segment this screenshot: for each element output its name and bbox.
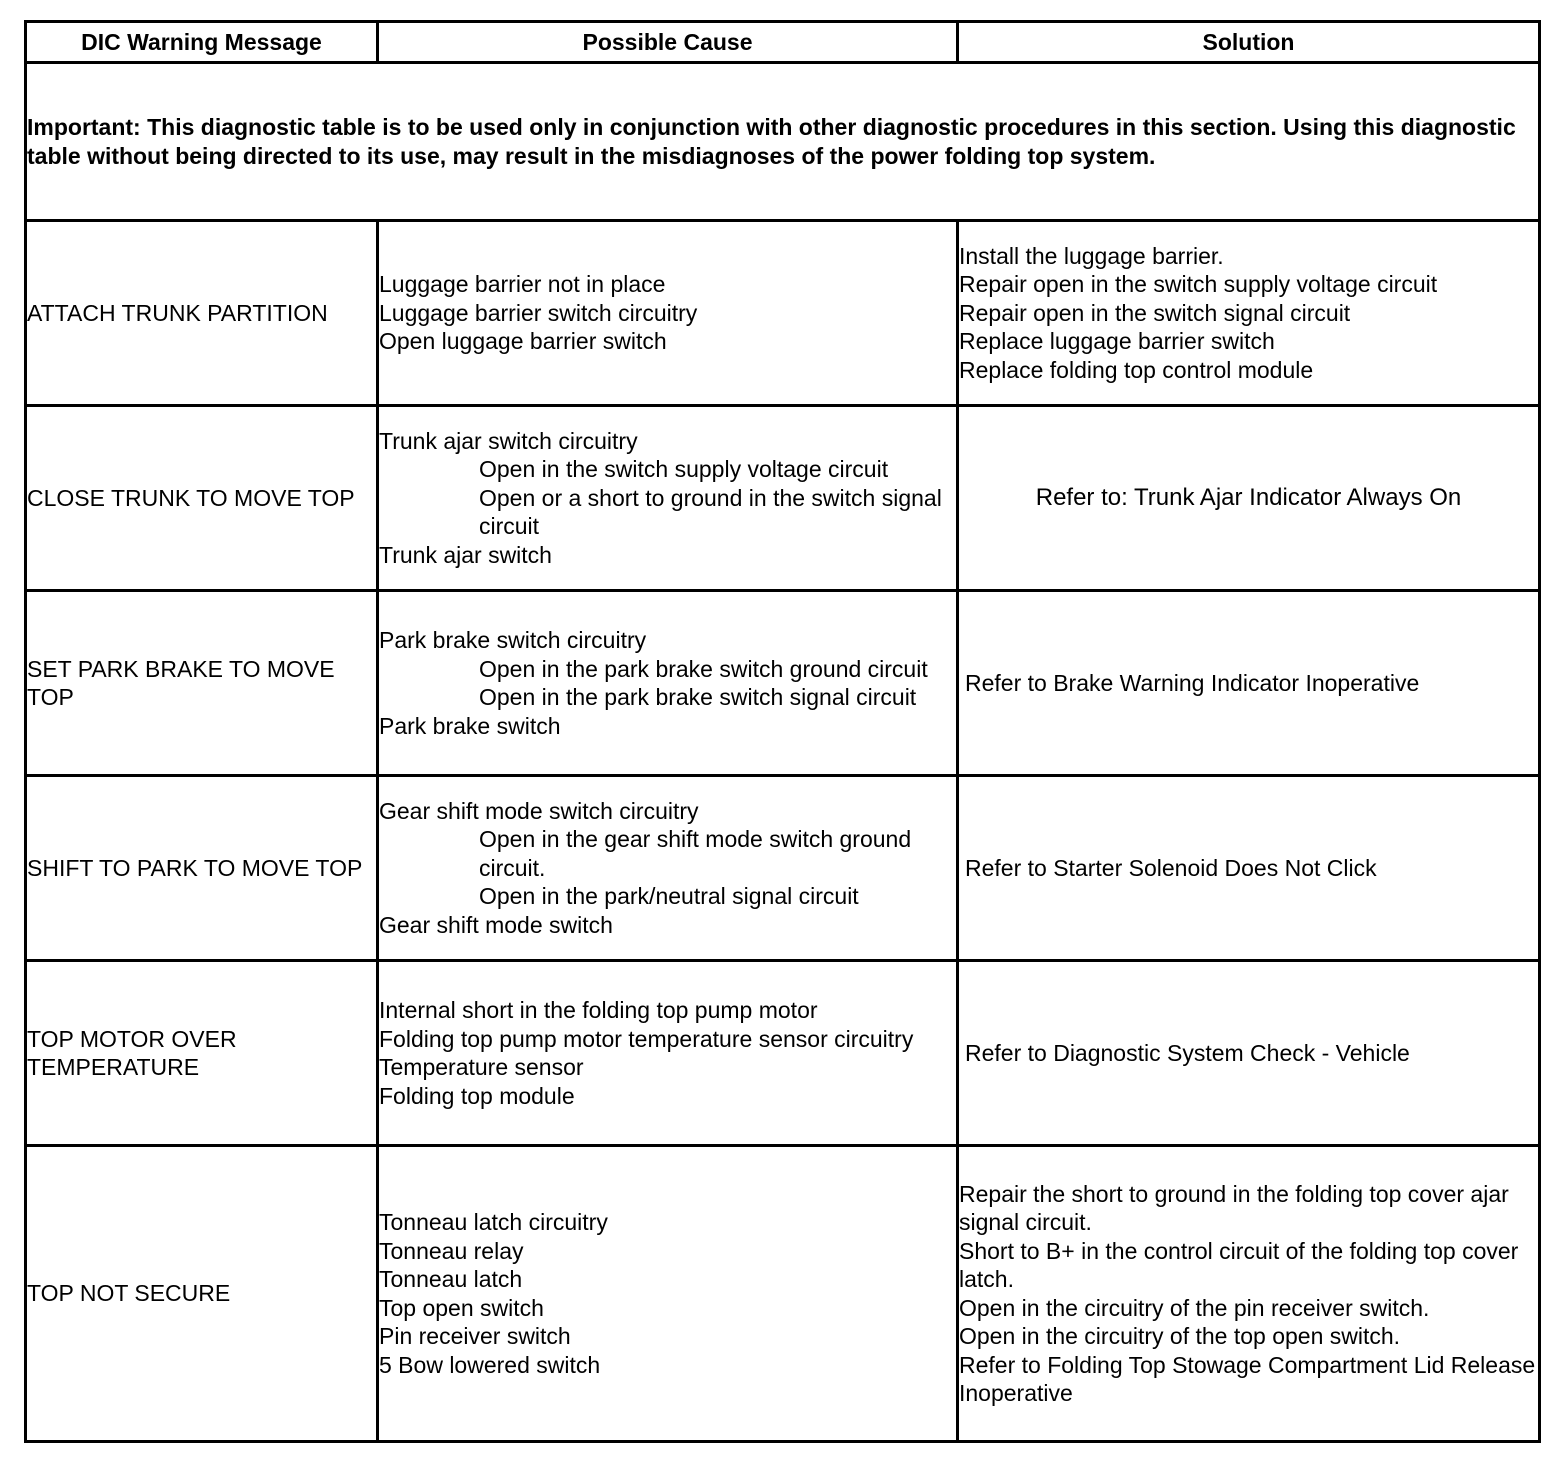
warning-message: SET PARK BRAKE TO MOVE TOP	[26, 591, 378, 776]
cause-item: Internal short in the folding top pump motor	[379, 997, 818, 1023]
solution-item: Open in the circuitry of the pin receiver switch.	[959, 1294, 1430, 1321]
header-solution: Solution	[958, 22, 1540, 63]
table-row	[26, 591, 1540, 776]
important-note: Important: This diagnostic table is to be used only in conjunction with other diagnostic procedures in this section. Using this diagnostic table without being directed to its use, may result in the misdiagnoses of the power folding top system.	[26, 63, 1540, 221]
solution-item: Open in the circuitry of the top open switch.	[959, 1323, 1401, 1349]
possible-cause	[378, 1146, 958, 1442]
solution-item: Repair open in the switch signal circuit	[959, 299, 1351, 326]
cause-item: Gear shift mode switch	[379, 911, 613, 938]
header-dic-warning-message: DIC Warning Message	[26, 22, 378, 63]
cause-item: 5 Bow lowered switch	[379, 1351, 601, 1378]
cause-item: Trunk ajar switch	[379, 541, 552, 568]
possible-cause	[378, 221, 958, 406]
cause-item: Park brake switch circuitry	[379, 627, 647, 653]
table-row	[26, 961, 1540, 1146]
cause-subitem: Open in the park brake switch ground circuit	[479, 655, 928, 682]
cause-subitem: Open in the gear shift mode switch ground circuit.	[479, 826, 912, 881]
table-row	[26, 221, 1540, 406]
cause-item: Tonneau latch circuitry	[379, 1209, 608, 1235]
solution-item: Repair open in the switch supply voltage circuit	[959, 271, 1438, 298]
cause-item: Luggage barrier not in place	[379, 271, 666, 298]
diagnostic-table	[24, 20, 1541, 1443]
cause-subitem: Open in the park brake switch signal circuit	[479, 684, 917, 710]
solution-item: Short to B+ in the control circuit of the folding top cover latch.	[959, 1237, 1519, 1292]
solution-item: Install the luggage barrier.	[959, 242, 1224, 269]
important-note-row	[26, 63, 1540, 221]
solution: Refer to Diagnostic System Check - Vehicle	[958, 961, 1540, 1146]
table-row	[26, 776, 1540, 961]
cause-subitem: Open in the park/neutral signal circuit	[479, 883, 859, 910]
warning-message: TOP NOT SECURE	[26, 1146, 378, 1442]
solution-item: Replace folding top control module	[959, 356, 1314, 383]
solution-item: Replace luggage barrier switch	[959, 328, 1275, 355]
cause-item: Tonneau relay	[379, 1237, 524, 1264]
table-row	[26, 1146, 1540, 1442]
header-possible-cause: Possible Cause	[378, 22, 958, 63]
solution-item: Refer to Folding Top Stowage Compartment Lid Release Inoperative	[959, 1351, 1536, 1406]
cause-item: Temperature sensor	[379, 1054, 584, 1080]
warning-message: ATTACH TRUNK PARTITION	[26, 221, 378, 406]
cause-item: Folding top module	[379, 1082, 575, 1109]
solution-item: Repair the short to ground in the folding top cover ajar signal circuit.	[959, 1180, 1509, 1235]
cause-item: Tonneau latch	[379, 1266, 523, 1292]
warning-message: TOP MOTOR OVER TEMPERATURE	[26, 961, 378, 1146]
cause-subitem: Open or a short to ground in the switch signal circuit	[479, 484, 942, 540]
solution: Refer to Brake Warning Indicator Inoperative	[958, 591, 1540, 776]
warning-message: SHIFT TO PARK TO MOVE TOP	[26, 776, 378, 961]
cause-item: Luggage barrier switch circuitry	[379, 299, 698, 326]
solution: Refer to Starter Solenoid Does Not Click	[958, 776, 1540, 961]
cause-item: Gear shift mode switch circuitry	[379, 797, 699, 824]
warning-message: CLOSE TRUNK TO MOVE TOP	[26, 406, 378, 591]
possible-cause	[378, 406, 958, 591]
table-row	[26, 406, 1540, 591]
solution	[958, 221, 1540, 406]
possible-cause	[378, 591, 958, 776]
cause-item: Folding top pump motor temperature sensor circuitry	[379, 1025, 914, 1052]
cause-item: Pin receiver switch	[379, 1323, 571, 1349]
solution	[958, 1146, 1540, 1442]
possible-cause	[378, 776, 958, 961]
cause-item: Top open switch	[379, 1294, 544, 1321]
cause-item: Open luggage barrier switch	[379, 328, 667, 355]
cause-item: Park brake switch	[379, 712, 561, 739]
possible-cause	[378, 961, 958, 1146]
cause-subitem: Open in the switch supply voltage circuit	[479, 456, 889, 483]
cause-item: Trunk ajar switch circuitry	[379, 427, 638, 454]
solution: Refer to: Trunk Ajar Indicator Always On	[958, 406, 1540, 591]
header-row	[26, 22, 1540, 63]
